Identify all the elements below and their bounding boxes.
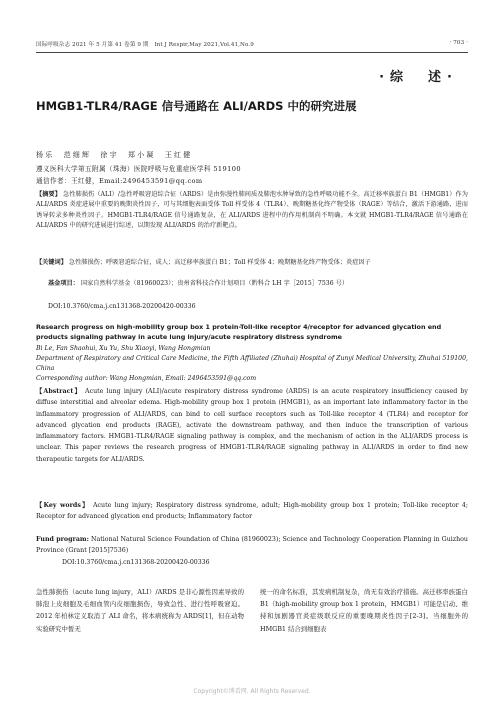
- keywords-cn: [36, 258, 468, 268]
- body-column-left: 急性肺损伤（acute lung injury，ALI）/ARDS 是非心源性因素导致的肺泡上皮细胞及毛细血管内皮细胞损伤，导致急性、进行性呼吸窘迫。2012 年柏林定义取消了 ALI 命名，将本病统称为 ARDS[1]，但在动物实验研究中暂无: [36, 588, 244, 633]
- abstract-cn-text: 急性肺损伤（ALI）/急性呼吸窘迫综合征（ARDS）是由弥漫性肺间质及肺泡水肿导致的急性呼吸功能不全。高迁移率族蛋白 B1（HMGB1）作为 ALI/ARDS 炎症进展中重要的晚期炎性因子，可与其细胞表面受体 Toll 样受体 4（TLR4）、晚期糖基化终产物受体（RAGE）等结合，激活下游通路，进而诱导转录多种炎性因子。HMGB1-TLR4/RAGE 信号通路复杂，在 ALI/ARDS 进程中的作用机制尚不明确。本文就 HMGB1-TLR4/RAGE 信号通路在 ALI/ARDS 中的研究进展进行综述，以期发现 ALI/ARDS 的治疗新靶点。: [36, 191, 468, 230]
- abstract-cn-label: 【摘要】: [36, 191, 62, 198]
- affiliation-cn: 遵义医科大学第五附属（珠海）医院呼吸与危重症医学科 519100: [36, 165, 241, 173]
- article-title-en: Research progress on high-mobility group box 1 protein-Toll-like receptor 4/receptor for advanced glycation end products signaling pathway in acute lung injury/acute respiratory distress syndrome: [36, 323, 442, 341]
- abstract-en-text: Acute lung injury (ALI)/acute respiratory distress syndrome (ARDS) is an acute respiratory insufficiency caused by diffuse interstitial and alveolar edema. High-mobility group box 1 protein (HMGB1), as an important late inflammatory factor in the inflammatory progression of ALI/ARDS, can bind to cell surface receptors such as Toll-like receptor 4 (TLR4) and receptor for advanced glycation end products (RAGE), activate the downstream pathway, and then induce the transcription of various inflammatory factors. HMGB1-TLR4/RAGE signaling pathway is complex, and the mechanism of action in the ALI/ARDS process is unclear. This paper reviews the research progress of HMGB1-TLR4/RAGE signaling pathway in ALI/ARDS in order to find new therapeutic targets for ALI/ARDS.: [36, 388, 468, 463]
- fund-cn-text: 国家自然科学基金（81960023）；贵州省科技合作计划项目（黔科合 LH 字［2015］7536 号）: [80, 280, 349, 287]
- keywords-cn-label: 【关键词】: [36, 259, 67, 266]
- keywords-cn-text: 急性肺损伤；呼吸窘迫综合征，成人；高迁移率族蛋白 B1；Toll 样受体 4；晚期糖基化终产物受体；炎症因子: [68, 259, 371, 266]
- body-column-right: 统一的命名标准，其发病机制复杂，尚无有效治疗措施。高迁移率族蛋白 B1（high-mobility group box 1 protein，HMGB1）可能是启动、维持和加剧器官炎症级联反应的重要晚期炎性因子[2-3]。当细胞外的 HMGB1 结合到细胞表: [260, 588, 468, 633]
- fund-en-text: National Natural Science Foundation of China (81960023); Science and Technology Cooperation Planning in Guizhou Province (Grant [2015]7536): [36, 536, 468, 555]
- doi-cn: DOI:10.3760/cma.j.cn131368-20200420-00336: [48, 303, 196, 310]
- section-tag: ·综 述·: [379, 70, 458, 85]
- header-rule: [36, 52, 468, 53]
- authors-en: Bi Le, Fan Shaohui, Xu Yu, Shu Xiaoyi, Wang Hongmian: [36, 345, 211, 352]
- corresponding-author-en: Corresponding author: Wang Hongmian, Email: 2496453591@qq.com: [36, 375, 257, 382]
- abstract-cn: [36, 190, 468, 232]
- fund-cn: [36, 279, 468, 289]
- fund-en-label: Fund program:: [36, 536, 89, 543]
- keywords-en: [36, 500, 468, 523]
- page-number: · 703 ·: [449, 40, 468, 46]
- copyright-watermark: Copyright©博看网. All Rights Reserved.: [193, 688, 311, 695]
- abstract-en-label: 【Abstract】: [36, 388, 82, 395]
- keywords-en-text: Acute lung injury; Respiratory distress syndrome, adult; High-mobility group box 1 protein; Toll-like receptor 4; Receptor for advanced glycation end products; Inflammatory factor: [36, 502, 469, 521]
- running-header: [36, 40, 468, 48]
- keywords-en-label: 【Key words】: [36, 502, 90, 509]
- article-title-cn: HMGB1-TLR4/RAGE 信号通路在 ALI/ARDS 中的研究进展: [36, 99, 357, 113]
- corresponding-author-cn: 通信作者：王红健，Email:2496453591@qq.com: [36, 177, 203, 185]
- fund-cn-label: 基金项目：: [48, 280, 79, 287]
- authors-cn: 杨乐 范细辉 徐宇 郑小凝 王红健: [36, 151, 193, 159]
- journal-citation: 国际呼吸杂志 2021 年 5 月第 41 卷第 9 期 Int J Respir,May 2021,Vol.41,No.9: [36, 42, 254, 48]
- fund-en: [36, 534, 468, 557]
- abstract-en: [36, 386, 468, 465]
- doi-en: DOI:10.3760/cma.j.cn131368-20200420-00336: [62, 559, 210, 566]
- affiliation-en: Department of Respiratory and Critical Care Medicine, the Fifth Affiliated (Zhuhai) Hospital of Zunyi Medical University, Zhuhai 519100, China: [36, 355, 468, 372]
